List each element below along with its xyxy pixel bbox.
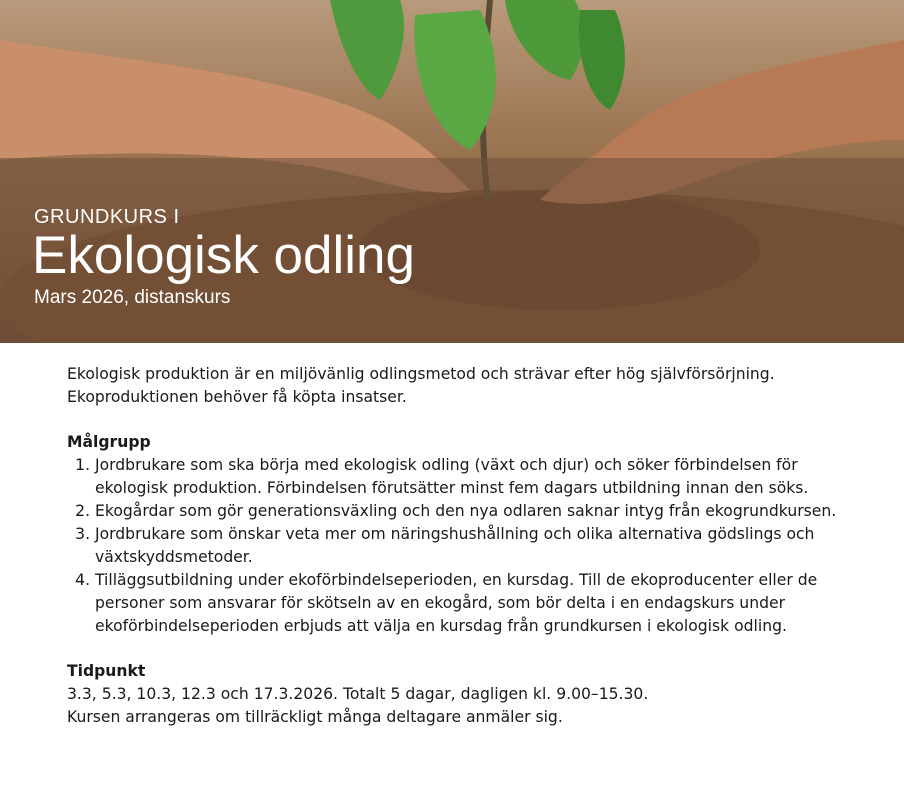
list-item: 3. Jordbrukare som önskar veta mer om näringshushållning och olika alternativa gödslings och växtskyddsmetoder.: [95, 523, 857, 569]
target-group-heading: Målgrupp: [67, 433, 151, 451]
course-kicker: GRUNDKURS I: [34, 206, 180, 228]
timing-dates: 3.3, 5.3, 10.3, 12.3 och 17.3.2026. Totalt 5 dagar, dagligen kl. 9.00–15.30.: [67, 685, 649, 703]
timing-note: Kursen arrangeras om tillräckligt många deltagare anmäler sig.: [67, 708, 563, 726]
list-item: 4. Tilläggsutbildning under ekoförbindelseperioden, en kursdag. Till de ekoproducenter eller de personer som ansvarar för skötseln av en ekogård, som bör delta i en endagskurs under ekoförbindelseperioden erbjuds att välja en kursdag från grundkursen i ekologisk odling.: [95, 569, 857, 638]
hero-banner: [0, 0, 904, 343]
timing-heading: Tidpunkt: [67, 662, 146, 680]
main-content: [67, 363, 857, 729]
list-item: 2. Ekogårdar som gör generationsväxling och den nya odlaren saknar intyg från ekogrundkursen.: [95, 500, 857, 523]
target-group-list: [67, 454, 857, 638]
intro-paragraph: Ekologisk produktion är en miljövänlig odlingsmetod och strävar efter hög självförsörjning. Ekoproduktionen behöver få köpta insatser.: [67, 365, 775, 406]
page-title: Ekologisk odling: [32, 226, 416, 285]
list-item: 1. Jordbrukare som ska börja med ekologisk odling (växt och djur) och söker förbindelsen för ekologisk produktion. Förbindelsen förutsätter minst fem dagars utbildning innan den söks.: [95, 454, 857, 500]
course-subtitle: Mars 2026, distanskurs: [34, 287, 231, 308]
